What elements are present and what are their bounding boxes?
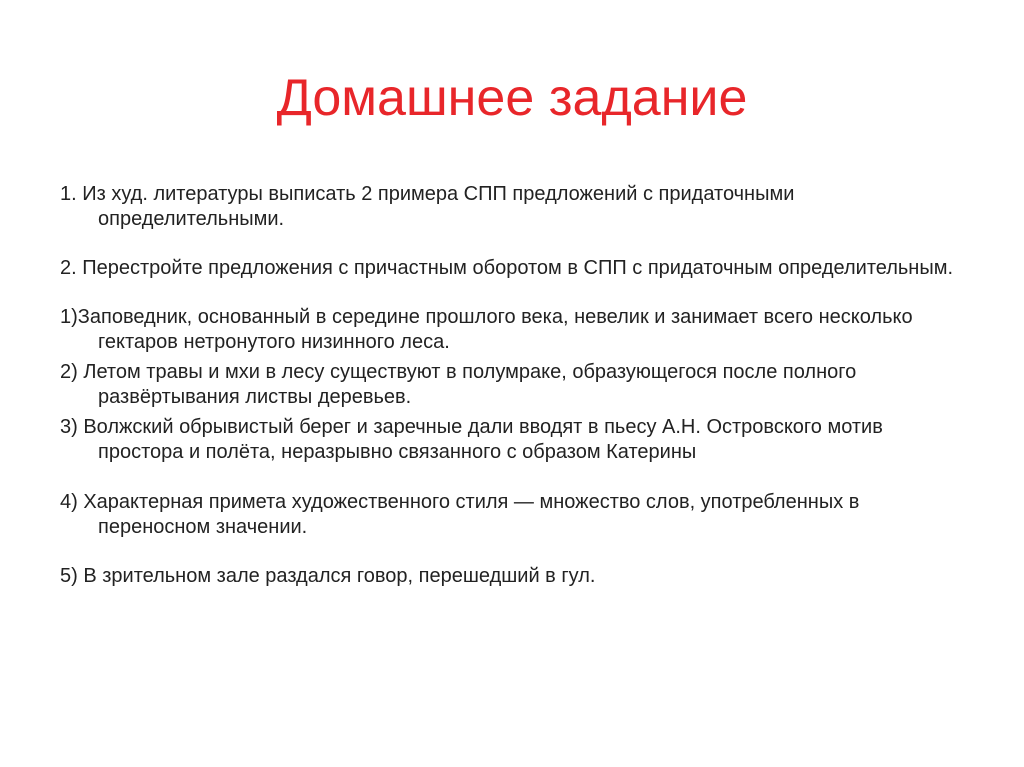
task-item-1: 1. Из худ. литературы выписать 2 примера СПП предложений с придаточными определительными. xyxy=(60,183,795,230)
sentence-item-2: 2) Летом травы и мхи в лесу существуют в полумраке, образующегося после полного развёртывания листвы деревьев. xyxy=(60,361,857,408)
task-list xyxy=(60,182,970,589)
sentence-item-4: 4) Характерная примета художественного стиля — множество слов, употребленных в переносном значении. xyxy=(60,491,860,538)
sentence-item-5: 5) В зрительном зале раздался говор, перешедший в гул. xyxy=(60,565,596,587)
slide-title: Домашнее задание xyxy=(276,69,748,127)
sentence-item-3: 3) Волжский обрывистый берег и заречные дали вводят в пьесу А.Н. Островского мотив простора и полёта, неразрывно связанного с образом Катерины xyxy=(60,416,883,463)
sentence-item-1: 1)Заповедник, основанный в середине прошлого века, невелик и занимает всего несколько гектаров нетронутого низинного леса. xyxy=(60,306,913,353)
task-item-2: 2. Перестройте предложения с причастным оборотом в СПП с придаточным определительным. xyxy=(60,257,954,279)
